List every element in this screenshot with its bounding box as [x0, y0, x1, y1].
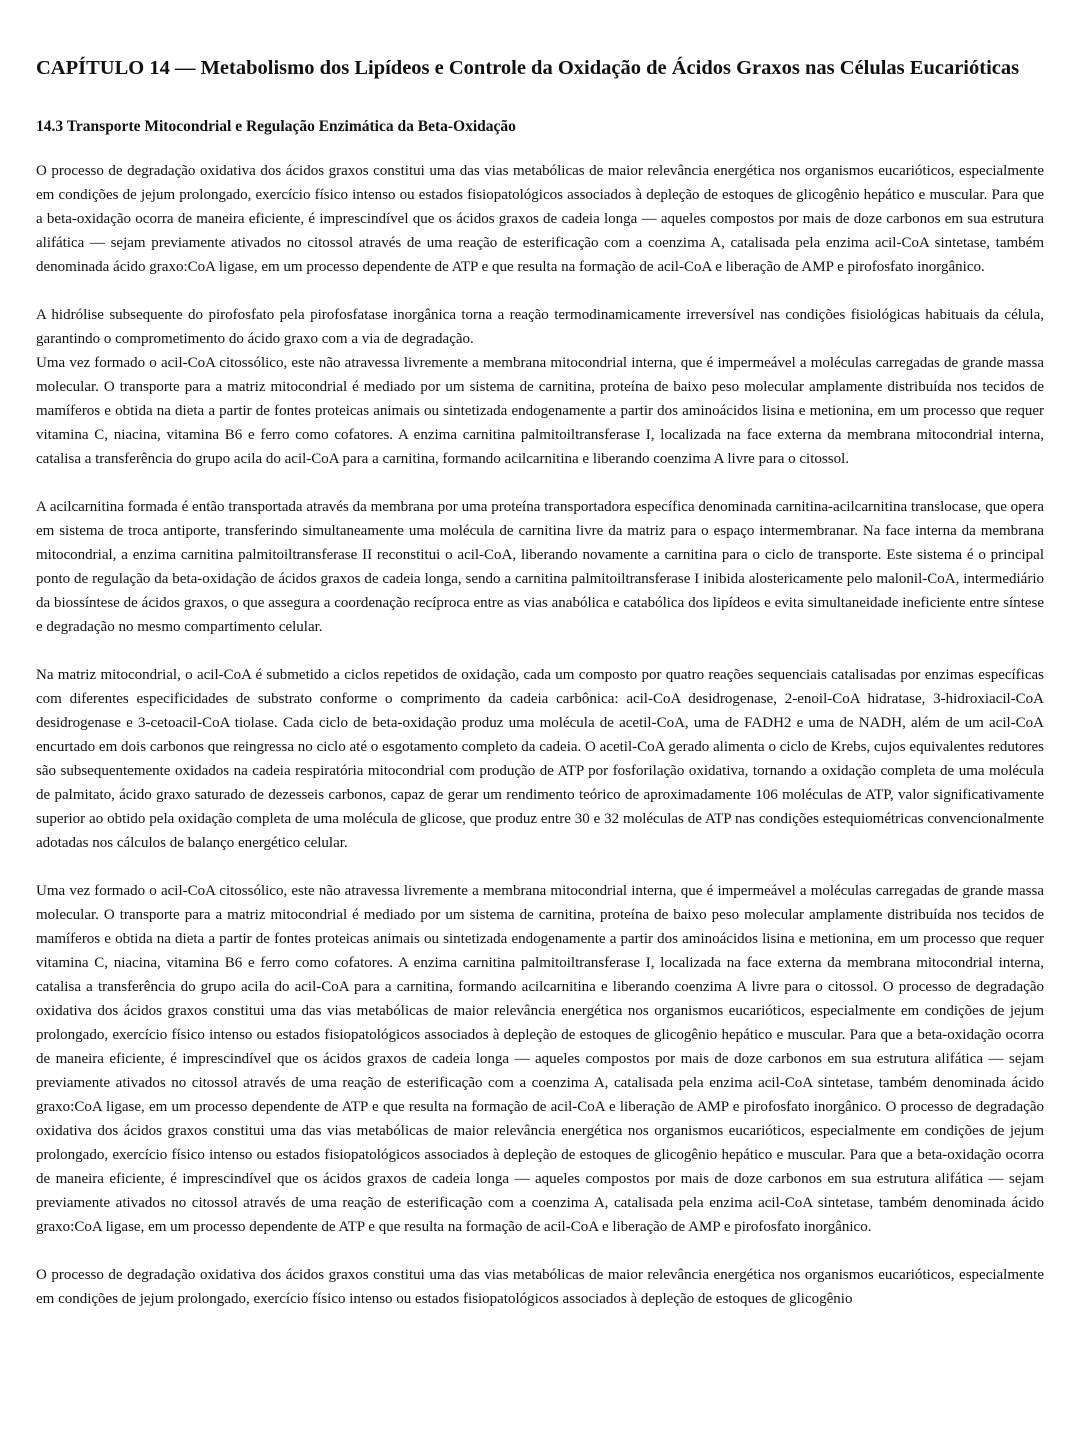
paragraph-spacer [36, 471, 1044, 495]
chapter-title: CAPÍTULO 14 — Metabolismo dos Lipídeos e Controle da Oxidação de Ácidos Graxos nas Células Eucarióticas [36, 57, 1020, 79]
paragraph: O processo de degradação oxidativa dos ácidos graxos constitui uma das vias metabólicas de maior relevância energética nos organismos eucarióticos, especialmente em condições de jejum prolongado, exercício físico intenso ou estados fisiopatológicos associados à depleção de estoques de glicogênio [36, 1267, 1044, 1307]
paragraph: O processo de degradação oxidativa dos ácidos graxos constitui uma das vias metabólicas de maior relevância energética nos organismos eucarióticos, especialmente em condições de jejum prolongado, exercício físico intenso ou estados fisiopatológicos associados à depleção de estoques de glicogênio hepático e muscular. Para que a beta-oxidação ocorra de maneira eficiente, é imprescindível que os ácidos graxos de cadeia longa — aqueles compostos por mais de doze carbonos em sua estrutura alifática — sejam previamente ativados no citossol através de uma reação de esterificação com a coenzima A, catalisada pela enzima acil-CoA sintetase, também denominada ácido graxo:CoA ligase, em um processo dependente de ATP e que resulta na formação de acil-CoA e liberação de AMP e pirofosfato inorgânico. [36, 163, 1044, 275]
paragraph-spacer [36, 1239, 1044, 1263]
paragraph-spacer [36, 639, 1044, 663]
paragraph: Na matriz mitocondrial, o acil-CoA é submetido a ciclos repetidos de oxidação, cada um composto por quatro reações sequenciais catalisadas por enzimas específicas com diferentes especificidades de substrato conforme o comprimento da cadeia carbônica: acil-CoA desidrogenase, 2-enoil-CoA hidratase, 3-hidroxiacil-CoA desidrogenase e 3-cetoacil-CoA tiolase. Cada ciclo de beta-oxidação produz uma molécula de acetil-CoA, uma de FADH2 e uma de NADH, além de um acil-CoA encurtado em dois carbonos que reingressa no ciclo até o esgotamento completo da cadeia. O acetil-CoA gerado alimenta o ciclo de Krebs, cujos equivalentes redutores são subsequentemente oxidados na cadeia respiratória mitocondrial com produção de ATP por fosforilação oxidativa, tornando a oxidação completa de uma molécula de palmitato, ácido graxo saturado de dezesseis carbonos, capaz de gerar um rendimento teórico de aproximadamente 106 moléculas de ATP, valor significativamente superior ao obtido pela oxidação completa de uma molécula de glicose, que produz entre 30 e 32 moléculas de ATP nas condições estequiométricas convencionalmente adotadas nos cálculos de balanço energético celular. [36, 667, 1044, 851]
paragraph: Uma vez formado o acil-CoA citossólico, este não atravessa livremente a membrana mitocondrial interna, que é impermeável a moléculas carregadas de grande massa molecular. O transporte para a matriz mitocondrial é mediado por um sistema de carnitina, proteína de baixo peso molecular amplamente distribuída nos tecidos de mamíferos e obtida na dieta a partir de fontes proteicas animais ou sintetizada endogenamente a partir dos aminoácidos lisina e metionina, em um processo que requer vitamina C, niacina, vitamina B6 e ferro como cofatores. A enzima carnitina palmitoiltransferase I, localizada na face externa da membrana mitocondrial interna, catalisa a transferência do grupo acila do acil-CoA para a carnitina, formando acilcarnitina e liberando coenzima A livre para o citossol. O processo de degradação oxidativa dos ácidos graxos constitui uma das vias metabólicas de maior relevância energética nos organismos eucarióticos, especialmente em condições de jejum prolongado, exercício físico intenso ou estados fisiopatológicos associados à depleção de estoques de glicogênio hepático e muscular. Para que a beta-oxidação ocorra de maneira eficiente, é imprescindível que os ácidos graxos de cadeia longa — aqueles compostos por mais de doze carbonos em sua estrutura alifática — sejam previamente ativados no citossol através de uma reação de esterificação com a coenzima A, catalisada pela enzima acil-CoA sintetase, também denominada ácido graxo:CoA ligase, em um processo dependente de ATP e que resulta na formação de acil-CoA e liberação de AMP e pirofosfato inorgânico. O processo de degradação oxidativa dos ácidos graxos constitui uma das vias metabólicas de maior relevância energética nos organismos eucarióticos, especialmente em condições de jejum prolongado, exercício físico intenso ou estados fisiopatológicos associados à depleção de estoques de glicogênio hepático e muscular. Para que a beta-oxidação ocorra de maneira eficiente, é imprescindível que os ácidos graxos de cadeia longa — aqueles compostos por mais de doze carbonos em sua estrutura alifática — sejam previamente ativados no citossol através de uma reação de esterificação com a coenzima A, catalisada pela enzima acil-CoA sintetase, também denominada ácido graxo:CoA ligase, em um processo dependente de ATP e que resulta na formação de acil-CoA e liberação de AMP e pirofosfato inorgânico. [36, 883, 1044, 1235]
section-title: 14.3 Transporte Mitocondrial e Regulação Enzimática da Beta-Oxidação [36, 118, 516, 135]
paragraph-spacer [36, 279, 1044, 303]
paragraph: Uma vez formado o acil-CoA citossólico, este não atravessa livremente a membrana mitocondrial interna, que é impermeável a moléculas carregadas de grande massa molecular. O transporte para a matriz mitocondrial é mediado por um sistema de carnitina, proteína de baixo peso molecular amplamente distribuída nos tecidos de mamíferos e obtida na dieta a partir de fontes proteicas animais ou sintetizada endogenamente a partir dos aminoácidos lisina e metionina, em um processo que requer vitamina C, niacina, vitamina B6 e ferro como cofatores. A enzima carnitina palmitoiltransferase I, localizada na face externa da membrana mitocondrial interna, catalisa a transferência do grupo acila do acil-CoA para a carnitina, formando acilcarnitina e liberando coenzima A livre para o citossol. [36, 355, 1044, 467]
paragraph: A acilcarnitina formada é então transportada através da membrana por uma proteína transportadora específica denominada carnitina-acilcarnitina translocase, que opera em sistema de troca antiporte, transferindo simultaneamente uma molécula de carnitina livre da matriz para o espaço intermembranar. Na face interna da membrana mitocondrial, a enzima carnitina palmitoiltransferase II reconstitui o acil-CoA, liberando novamente a carnitina para o ciclo de transporte. Este sistema é o principal ponto de regulação da beta-oxidação de ácidos graxos de cadeia longa, sendo a carnitina palmitoiltransferase I inibida alostericamente pelo malonil-CoA, intermediário da biossíntese de ácidos graxos, o que assegura a coordenação recíproca entre as vias anabólica e catabólica dos lipídeos e evita simultaneidade ineficiente entre síntese e degradação no mesmo compartimento celular. [36, 499, 1044, 635]
paragraph: A hidrólise subsequente do pirofosfato pela pirofosfatase inorgânica torna a reação termodinamicamente irreversível nas condições fisiológicas habituais da célula, garantindo o comprometimento do ácido graxo com a via de degradação. [36, 307, 1044, 347]
paragraph-spacer [36, 855, 1044, 879]
document-page [36, 54, 1044, 1434]
